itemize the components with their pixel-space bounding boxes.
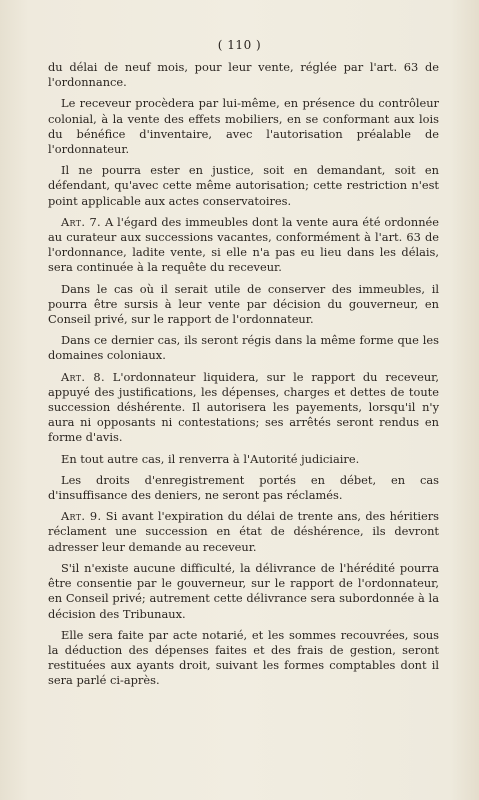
paragraph-text: Si avant l'expiration du délai de trente ans, des héritiers réclament une succession en état de déshérence, ils devront adresser leur demande au receveur. (48, 509, 440, 554)
article-9-paragraph (48, 509, 439, 555)
article-7-paragraph (48, 215, 439, 276)
paragraph-text: Elle sera faite par acte notarié, et les sommes recouvrées, sous la déduction des dépenses faites et des frais de gestion, seront restituées aux ayants droit, suivant les formes comptables dont il sera parlé ci-après. (48, 627, 439, 688)
article-number: Art. 8. (61, 369, 105, 384)
paragraph (48, 96, 439, 157)
paragraph-text: Les droits d'enregistrement portés en débet, en cas d'insuffisance des deniers, ne seront pas réclamés. (48, 472, 439, 503)
body-text (48, 60, 439, 695)
paragraph (48, 333, 439, 363)
paragraph-text: Dans ce dernier cas, ils seront régis dans la même forme que les domaines coloniaux. (48, 333, 439, 363)
paragraph (48, 60, 439, 90)
paragraph-text: Il ne pourra ester en justice, soit en demandant, soit en défendant, qu'avec cette même autorisation; cette restriction n'est point applicable aux actes conservatoires. (48, 163, 439, 208)
article-number: Art. 9. (61, 509, 102, 524)
paragraph (48, 452, 439, 467)
page-number: ( 110 ) (217, 38, 262, 52)
paragraph-text: du délai de neuf mois, pour leur vente, réglée par l'art. 63 de l'ordonnance. (48, 60, 439, 90)
paragraph-text: L'ordonnateur liquidera, sur le rapport du receveur, appuyé des justifications, les dépenses, charges et dettes de toute succession déshérente. Il autorisera les payements, lorsqu'il n'y aura ni opposants ni contestations; ses arrêtés seront rendus en forme d'avis. (48, 369, 439, 445)
article-number: Art. 7. (61, 214, 101, 229)
paragraph-text: En tout autre cas, il renverra à l'Autorité judiciaire. (61, 451, 360, 466)
paragraph (48, 163, 439, 209)
paragraph-text: Dans le cas où il serait utile de conserver des immeubles, il pourra être sursis à leur vente par décision du gouverneur, en Conseil privé, sur le rapport de l'ordonnateur. (48, 281, 439, 327)
paragraph-text: A l'égard des immeubles dont la vente aura été ordonnée au curateur aux successions vacantes, conformément à l'art. 63 de l'ordonnance, ladite vente, si elle n'a pas eu lieu dans les délais, sera continuée à la requête du receveur. (48, 214, 440, 275)
paragraph (48, 282, 439, 328)
paragraph-text: Le receveur procèdera par lui-même, en présence du contrôleur colonial, à la vente des effets mobiliers, en se conformant aux lois du bénéfice d'inventaire, avec l'autorisation préalable de l'ordonnateur. (48, 96, 439, 157)
paragraph (48, 561, 439, 622)
paragraph (48, 628, 439, 689)
article-8-paragraph (48, 370, 439, 446)
paragraph-text: S'il n'existe aucune difficulté, la délivrance de l'hérédité pourra être consentie par le gouverneur, sur le rapport de l'ordonnateur, en Conseil privé; autrement cette délivrance sera subordonnée à la décision des Tribunaux. (48, 560, 439, 621)
paragraph (48, 473, 439, 503)
